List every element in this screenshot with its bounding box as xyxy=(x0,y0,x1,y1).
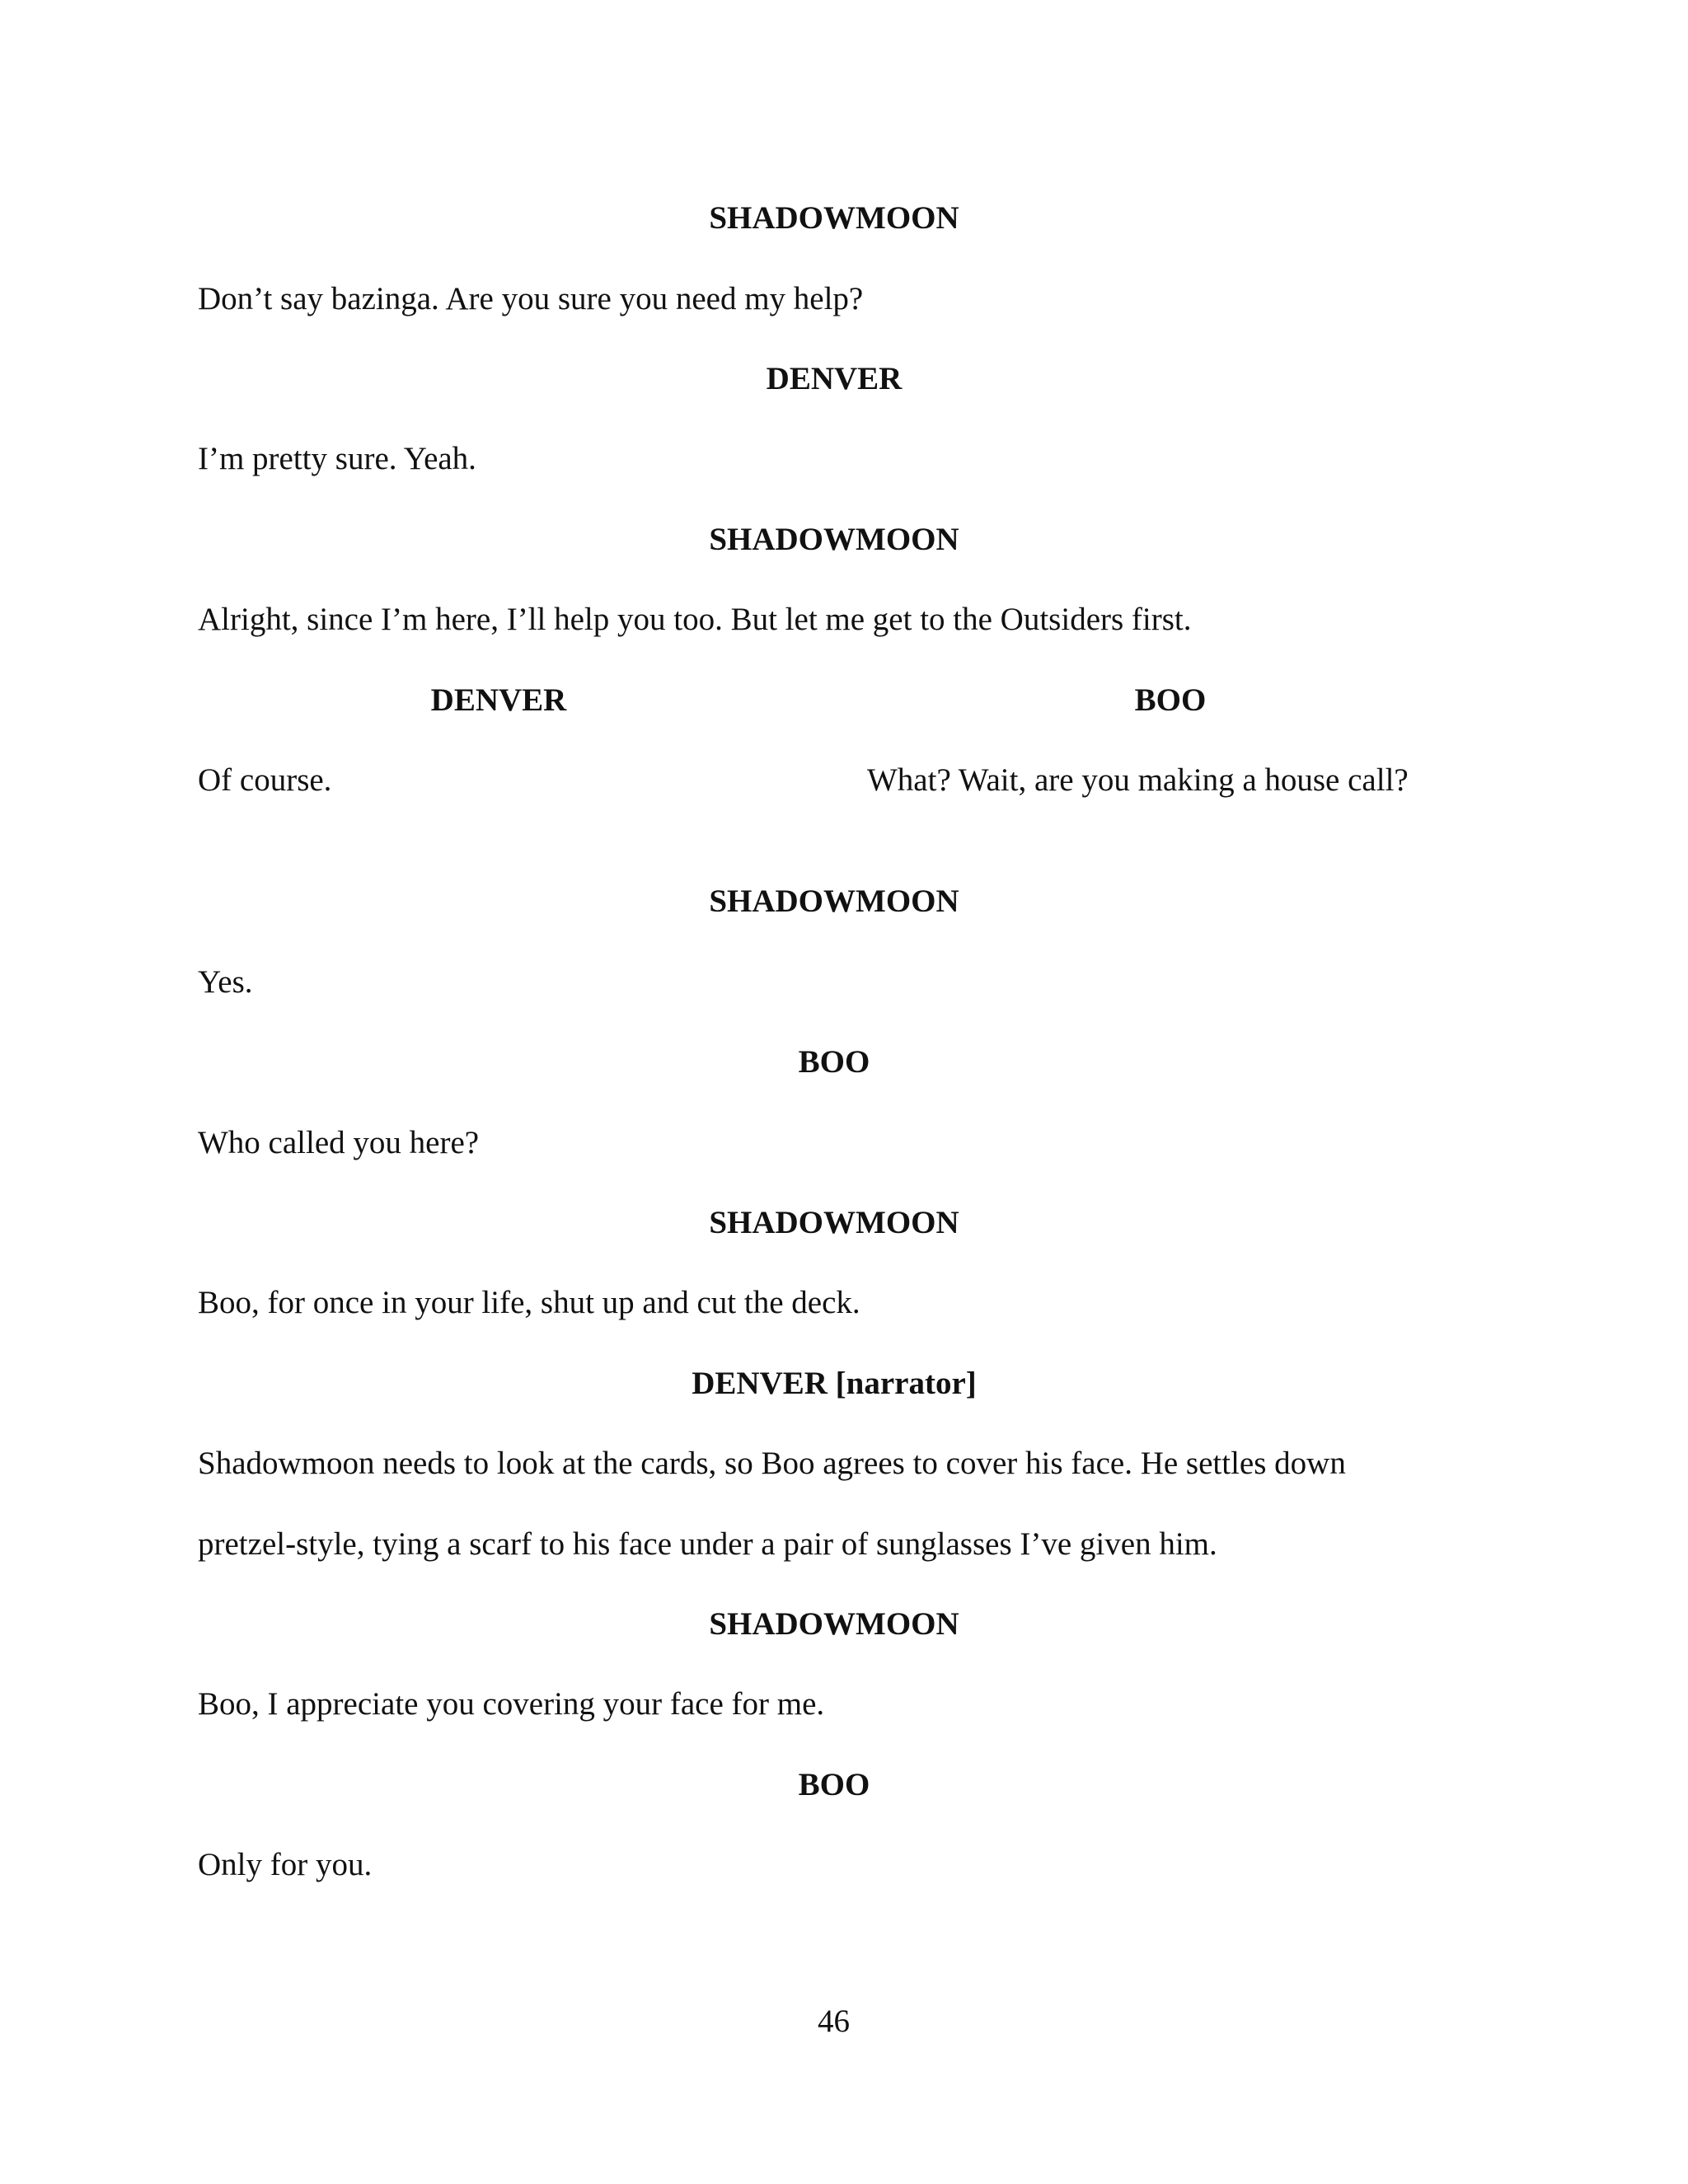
speaker-name: SHADOWMOON xyxy=(709,522,959,557)
dialogue-line: pretzel-style, tying a scarf to his face under a pair of sunglasses I’ve given him. xyxy=(198,1526,1217,1562)
speaker-name: DENVER xyxy=(766,361,903,396)
speaker-name: BOO xyxy=(798,1767,870,1802)
dialogue-line: Alright, since I’m here, I’ll help you too. But let me get to the Outsiders first. xyxy=(198,602,1192,637)
dialogue-line: I’m pretty sure. Yeah. xyxy=(198,441,476,476)
speaker-name: BOO xyxy=(798,1044,870,1080)
speaker-name: SHADOWMOON xyxy=(709,1606,959,1642)
speaker-name: SHADOWMOON xyxy=(709,200,959,236)
speaker-name: SHADOWMOON xyxy=(709,883,959,919)
dialogue-line: Who called you here? xyxy=(198,1125,480,1160)
dialogue-line: Only for you. xyxy=(198,1847,373,1882)
dialogue-line: Boo, for once in your life, shut up and cut the deck. xyxy=(198,1285,860,1320)
dialogue-line-left: Of course. xyxy=(198,762,332,798)
dialogue-line: Boo, I appreciate you covering your face for me. xyxy=(198,1686,825,1722)
speaker-name: DENVER [narrator] xyxy=(692,1366,977,1401)
dialogue-line: Don’t say bazinga. Are you sure you need my help? xyxy=(198,281,864,316)
page-number: 46 xyxy=(818,2004,850,2039)
dialogue-line: Yes. xyxy=(198,964,253,1000)
speaker-name-right: BOO xyxy=(1134,682,1207,718)
speaker-name-left: DENVER xyxy=(430,682,567,718)
dialogue-line: Shadowmoon needs to look at the cards, so Boo agrees to cover his face. He settles down xyxy=(198,1446,1346,1481)
speaker-name: SHADOWMOON xyxy=(709,1205,959,1240)
dialogue-line-right: What? Wait, are you making a house call? xyxy=(867,762,1409,798)
